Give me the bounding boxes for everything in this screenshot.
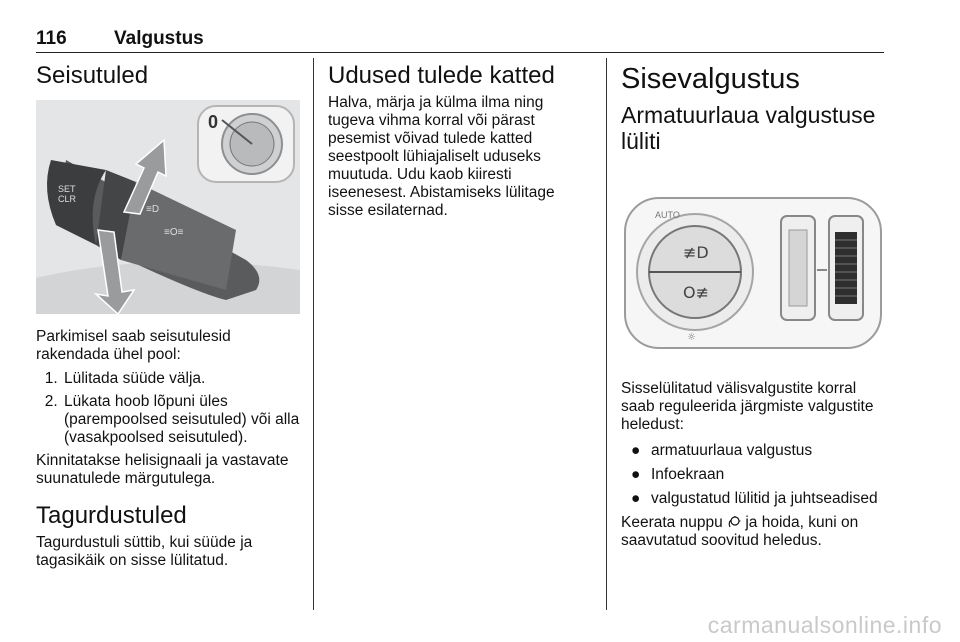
- fogged-covers-text: Halva, märja ja külma ilma ning tugeva vihma korral või pärast pesemist võivad tulede katted seestpoolt lühiajaliselt uduseks muutuda. Udu kaob kiiresti iseenesest. Abistamiseks lülitage sisse esilaternad.: [328, 94, 555, 219]
- instruction-text: Keerata nuppu ja hoida, kuni on saavutatud soovitud heledus.: [621, 514, 859, 549]
- parking-intro: Parkimisel saab seisutulesid rakendada ühel pool:: [36, 328, 231, 363]
- svg-text:≢D: ≢D: [683, 243, 709, 262]
- brightness-wheel-icon: [727, 515, 741, 529]
- brightness-list: [621, 442, 889, 508]
- parking-steps: [36, 370, 300, 447]
- column-divider: [313, 58, 314, 610]
- bullet-icon: ●: [631, 466, 641, 483]
- dial-label: 0: [208, 112, 219, 132]
- svg-text:CLR: CLR: [58, 194, 77, 204]
- section-title-parking-lights: Seisutuled: [36, 62, 149, 89]
- page-number: 116: [36, 28, 67, 49]
- svg-text:≡D: ≡D: [146, 204, 160, 215]
- column-fogged-covers: [328, 62, 588, 220]
- figure-turn-signal-lever: [36, 100, 300, 314]
- switch-panel-illustration: [621, 192, 887, 362]
- svg-text:≡O≡: ≡O≡: [164, 227, 184, 238]
- section-title-interior-lighting: Sisevalgustus: [621, 63, 800, 95]
- column-parking-lights: [36, 62, 300, 570]
- auto-label: AUTO: [655, 210, 680, 220]
- page-header: [36, 28, 884, 53]
- figure-light-switch-panel: [621, 192, 887, 362]
- step-2: 2. Lükata hoob lõpuni üles (parempoolsed seisutuled) või alla (vasakpoolsed seisutuled).: [62, 393, 300, 447]
- parking-note: Kinnitatakse helisignaali ja vastavate suunatulede märgutulega.: [36, 452, 289, 487]
- bullet-icon: ●: [631, 442, 641, 459]
- section-title-reverse-lights: Tagurdustuled: [36, 502, 187, 529]
- list-item: ● valgustatud lülitid ja juhtseadised: [631, 490, 878, 507]
- interior-intro: Sisselülitatud välisvalgustite korral saab reguleerida järgmiste valgustite heledust:: [621, 380, 874, 433]
- step-1: 1. Lülitada süüde välja.: [62, 370, 300, 388]
- lever-illustration: [36, 100, 300, 314]
- section-title-fogged-covers: Udused tulede katted: [328, 62, 555, 89]
- list-item: ● armatuurlaua valgustus: [631, 442, 813, 459]
- bullet-icon: ●: [631, 490, 641, 507]
- subsection-title-dashboard-switch: Armatuurlaua valgustuse lüliti: [621, 102, 876, 154]
- watermark: carmanualsonline.info: [707, 612, 942, 638]
- chapter-title: Valgustus: [114, 28, 204, 49]
- svg-text:SET: SET: [58, 184, 76, 194]
- svg-text:☼: ☼: [687, 332, 696, 343]
- svg-text:O≢: O≢: [683, 283, 709, 302]
- reverse-lights-text: Tagurdustuli süttib, kui süüde ja tagasikäik on sisse lülitatud.: [36, 534, 253, 569]
- column-interior-lighting: [621, 62, 889, 550]
- column-divider: [606, 58, 607, 610]
- list-item: ● Infoekraan: [631, 466, 725, 483]
